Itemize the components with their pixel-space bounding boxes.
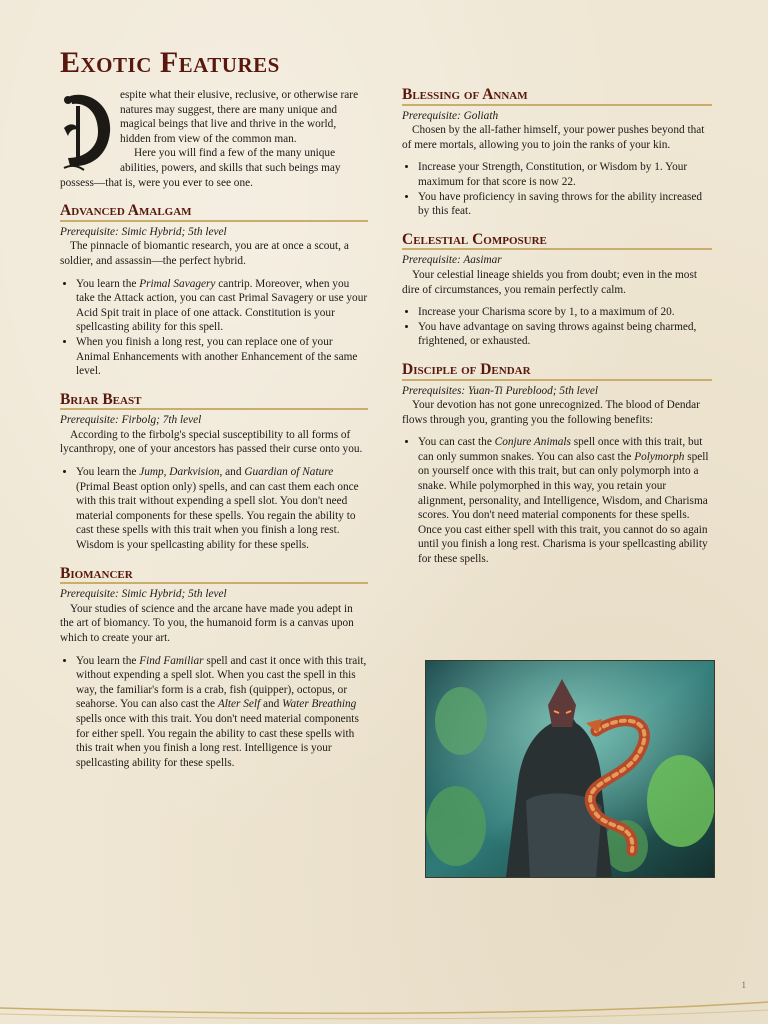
feat-description: Your devotion has not gone unrecognized. The blood of Dendar flows through you, granting you the following benefits:: [402, 399, 700, 426]
feat-description: The pinnacle of biomantic research, you are at once a scout, a soldier, and assassin—the perfect hybrid.: [60, 240, 349, 267]
right-column: [402, 88, 712, 567]
list-item: • Increase your Charisma score by 1, to a maximum of 20.: [418, 305, 712, 320]
list-item: • You have advantage on saving throws against being charmed, frightened, or exhausted.: [418, 320, 712, 349]
feat-bullets: [402, 305, 712, 349]
list-item: • You learn the Find Familiar spell and cast it once with this trait, without expending a spell slot. When you cast the spell in this way, the familiar's form is a crab, fish (quipper), octopus, or seahorse. You can also cast the Alter Self and Water Breathing spells once with this trait. You don't need material components for either spell. You regain the ability to cast these spells with this trait when you finish a long rest. Intelligence is your spellcasting ability for these spells.: [76, 654, 368, 771]
list-item: • You learn the Primal Savagery cantrip. Moreover, when you take the Attack action, you can cast Primal Savagery or use your Acid Spit trait in place of one attack. Constitution is your spellcasting ability for this spell.: [76, 277, 368, 335]
left-column: [60, 88, 368, 770]
list-item: • Increase your Strength, Constitution, or Wisdom by 1. Your maximum for that score is now 22.: [418, 160, 712, 189]
feat-blessing-of-annam: [402, 88, 712, 219]
feat-prerequisite: Prerequisite: Simic Hybrid; 5th level: [60, 225, 227, 238]
feat-bullets: [402, 160, 712, 218]
feat-prerequisite: Prerequisite: Firbolg; 7th level: [60, 414, 202, 427]
intro: [60, 88, 368, 190]
yuan-ti-illustration: [425, 660, 715, 878]
feat-briar-beast: [60, 390, 368, 553]
feat-prerequisite: Prerequisites: Yuan-Ti Pureblood; 5th level: [402, 384, 599, 397]
feat-prerequisite: Prerequisite: Simic Hybrid; 5th level: [60, 588, 227, 601]
feat-title: Briar Beast: [60, 393, 368, 411]
feat-biomancer: [60, 564, 368, 771]
feat-description: Chosen by the all-father himself, your power pushes beyond that of mere mortals, allowing you to join the ranks of your kin.: [402, 124, 705, 151]
feat-advanced-amalgam: [60, 204, 368, 379]
feat-celestial-composure: [402, 230, 712, 349]
feat-description: Your celestial lineage shields you from doubt; even in the most dire of circumstances, you remain perfectly calm.: [402, 268, 697, 296]
page-title: Exotic Features: [60, 46, 280, 79]
dropcap-d-icon: [60, 88, 116, 172]
intro-paragraph-2: Here you will find a few of the many unique abilities, powers, and skills that such beings may possess—that is, were you ever to see one.: [60, 147, 341, 189]
feat-bullets: [60, 277, 368, 379]
feat-prerequisite: Prerequisite: Aasimar: [402, 254, 502, 267]
feat-bullets: [402, 435, 712, 566]
list-item: • When you finish a long rest, you can replace one of your Animal Enhancements with another Enhancement of the same level.: [76, 335, 368, 379]
feat-title: Biomancer: [60, 567, 368, 585]
feat-title: Disciple of Dendar: [402, 363, 712, 381]
feat-prerequisite: Prerequisite: Goliath: [402, 109, 499, 122]
feat-description: Your studies of science and the arcane have made you adept in the art of biomancy. To you, the humanoid form is a canvas upon which to create your art.: [60, 602, 354, 644]
intro-paragraph-1: espite what their elusive, reclusive, or otherwise rare natures may suggest, there are many unique and magical beings that live and thrive in the world, hidden from view of the common man.: [120, 89, 359, 145]
feat-bullets: [60, 465, 368, 553]
feat-title: Advanced Amalgam: [60, 204, 368, 222]
list-item: • You learn the Jump, Darkvision, and Guardian of Nature (Primal Beast option only) spells, and can cast them each once with this trait without expending a spell slot. You don't need material components for these spells. You regain the ability to cast these spells with this trait when you finish a long rest. Wisdom is your spellcasting ability for these spells.: [76, 465, 368, 553]
feat-bullets: [60, 654, 368, 771]
feat-description: According to the firbolg's special susceptibility to all forms of lycanthropy, one of your ancestors has passed their curse onto you.: [60, 428, 363, 456]
feat-title: Blessing of Annam: [402, 88, 712, 106]
page-number: 1: [741, 980, 746, 990]
feat-title: Celestial Composure: [402, 233, 712, 251]
list-item: • You have proficiency in saving throws for the ability increased by this feat.: [418, 190, 712, 219]
feat-disciple-of-dendar: [402, 360, 712, 567]
list-item: • You can cast the Conjure Animals spell once with this trait, but can only summon snakes. You can also cast the Polymorph spell on yourself once with this trait, but can only polymorph into a snake. While polymorphed in this way, you retain your alignment, personality, and Intelligence, Wisdom, and Charisma scores. You don't need material components for these spells. Once you cast either spell with this trait, you cannot do so again until you finish a long rest. Charisma is your spellcasting ability for these spells.: [418, 435, 712, 566]
footer-ornament: [0, 984, 768, 1024]
